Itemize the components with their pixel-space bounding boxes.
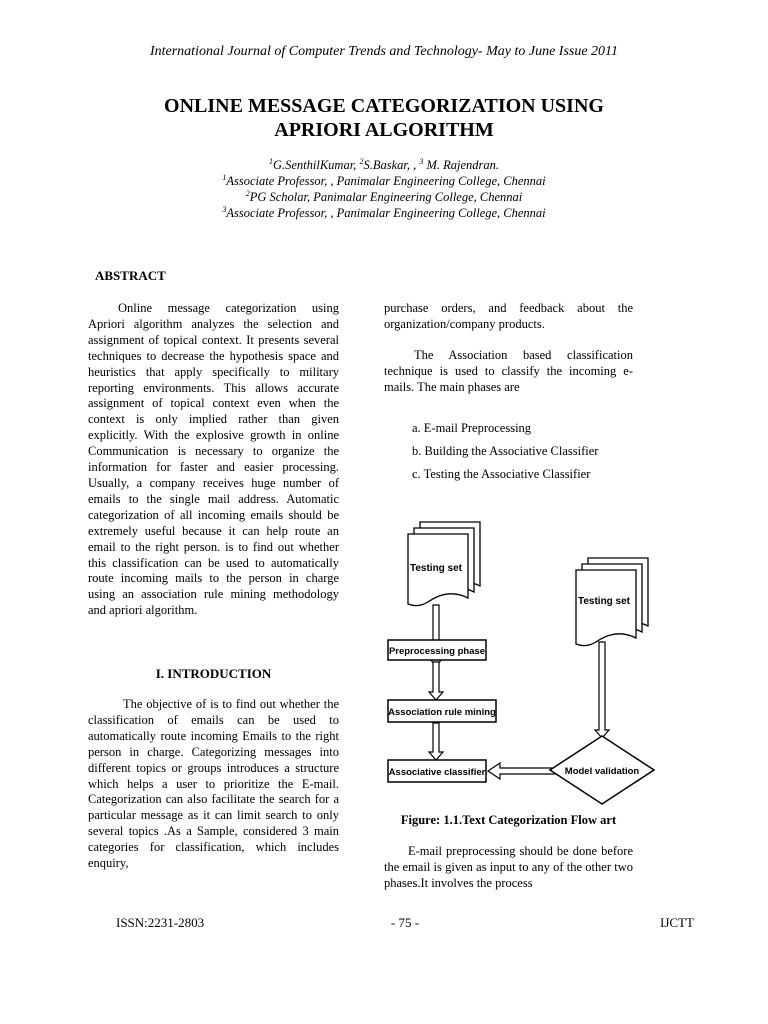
testing-set-right-label: Testing set: [577, 596, 631, 607]
affiliation-3: [0, 205, 768, 221]
affiliation-1: [0, 173, 768, 189]
affiliation-1-text: Associate Professor, , Panimalar Engineering College, Chennai: [226, 174, 546, 188]
association-rule-mining-node: [388, 700, 496, 722]
affiliation-2-sup: 2: [245, 189, 250, 198]
affiliation-2-text: PG Scholar, Panimalar Engineering College, Chennai: [249, 190, 523, 204]
phase-list-item: a. E-mail Preprocessing: [412, 421, 532, 435]
abstract-text: Online message categorization using Apriori algorithm analyzes the selection and assignment of topical context. It presents several techniques to decrease the hypothesis space and heuristics that apply specifically to military reporting environments. This allows accurate assignment of topical context even when the context is only implied rather than given explicitly. With the explosive growth in online Communication is necessary to organize the information for faster and easier processing. Usually, a company receives huge number of emails to the single mail address. Automatic categorization of all incoming emails should be extremely useful because it can help route an email to the right person. is to find out whether this classification can be used to automatically route incoming mails to the person in charge using an association rule mining methodology and apriori algorithm.: [88, 301, 339, 618]
arrow-down-icon: [429, 662, 443, 700]
arrow-down-icon: [429, 723, 443, 760]
author-3-name: M. Rajendran.: [423, 158, 500, 172]
model-validation-label: Model validation: [564, 766, 640, 777]
association-rule-mining-label: Association rule mining: [388, 707, 496, 718]
title-line-2: APRIORI ALGORITHM: [274, 119, 494, 141]
associative-classifier-label: Associative classifier: [388, 767, 486, 778]
author-block: [0, 157, 768, 221]
flowchart-figure: [376, 500, 666, 805]
associative-classifier-node: [388, 760, 486, 782]
testing-set-left-label: Testing set: [409, 563, 463, 574]
author-1-name: G.SenthilKumar,: [272, 158, 360, 172]
phase-list-item: c. Testing the Associative Classifier: [412, 467, 591, 481]
author-2-name: S.Baskar, ,: [363, 158, 420, 172]
introduction-text: The objective of is to find out whether the classification of emails can be used to automatically route incoming Emails to the right person in charge. Categorizing messages into different topics or groups introduces a structure which helps a user to prioritize the E-mail. Categorization can also facilitate the search for a particular message as it can limit search to only several topics .As a Sample, considered 3 main categories for classification, which includes enquiry,: [88, 697, 339, 871]
right-paragraph-2: The Association based classification technique is used to classify the incoming e-mails. The main phases are: [384, 348, 633, 394]
right-paragraph-3: E-mail preprocessing should be done before the email is given as input to any of the other two phases.It involves the process: [384, 844, 633, 890]
figure-caption: Figure: 1.1.Text Categorization Flow art: [400, 813, 617, 827]
introduction-heading: I. INTRODUCTION: [155, 666, 272, 681]
journal-header: International Journal of Computer Trends and Technology- May to June Issue 2011: [149, 44, 619, 59]
arrow-down-icon: [595, 642, 609, 738]
footer-issn: ISSN:2231-2803: [116, 915, 205, 930]
affiliation-3-text: Associate Professor, , Panimalar Engineering College, Chennai: [226, 206, 546, 220]
affiliation-1-sup: 1: [222, 173, 227, 182]
testing-set-left-node: [408, 522, 480, 606]
affiliation-3-sup: 3: [222, 205, 227, 214]
author-3-sup: 3: [419, 157, 424, 166]
paper-title: [0, 94, 768, 142]
preprocessing-phase-node: [388, 640, 486, 660]
author-2-sup: 2: [359, 157, 364, 166]
author-names: [0, 157, 768, 173]
right-paragraph-1: purchase orders, and feedback about the organization/company products.: [384, 301, 633, 331]
abstract-heading: ABSTRACT: [95, 268, 166, 283]
phase-list-item: b. Building the Associative Classifier: [412, 444, 599, 458]
testing-set-right-node: [576, 558, 648, 646]
author-1-sup: 1: [268, 157, 273, 166]
footer-page-number: - 75 -: [390, 915, 420, 930]
affiliation-2: [0, 189, 768, 205]
model-validation-node: [550, 736, 654, 804]
title-line-1: ONLINE MESSAGE CATEGORIZATION USING: [164, 95, 604, 117]
preprocessing-phase-label: Preprocessing phase: [388, 646, 486, 657]
footer-journal: IJCTT: [660, 915, 694, 930]
